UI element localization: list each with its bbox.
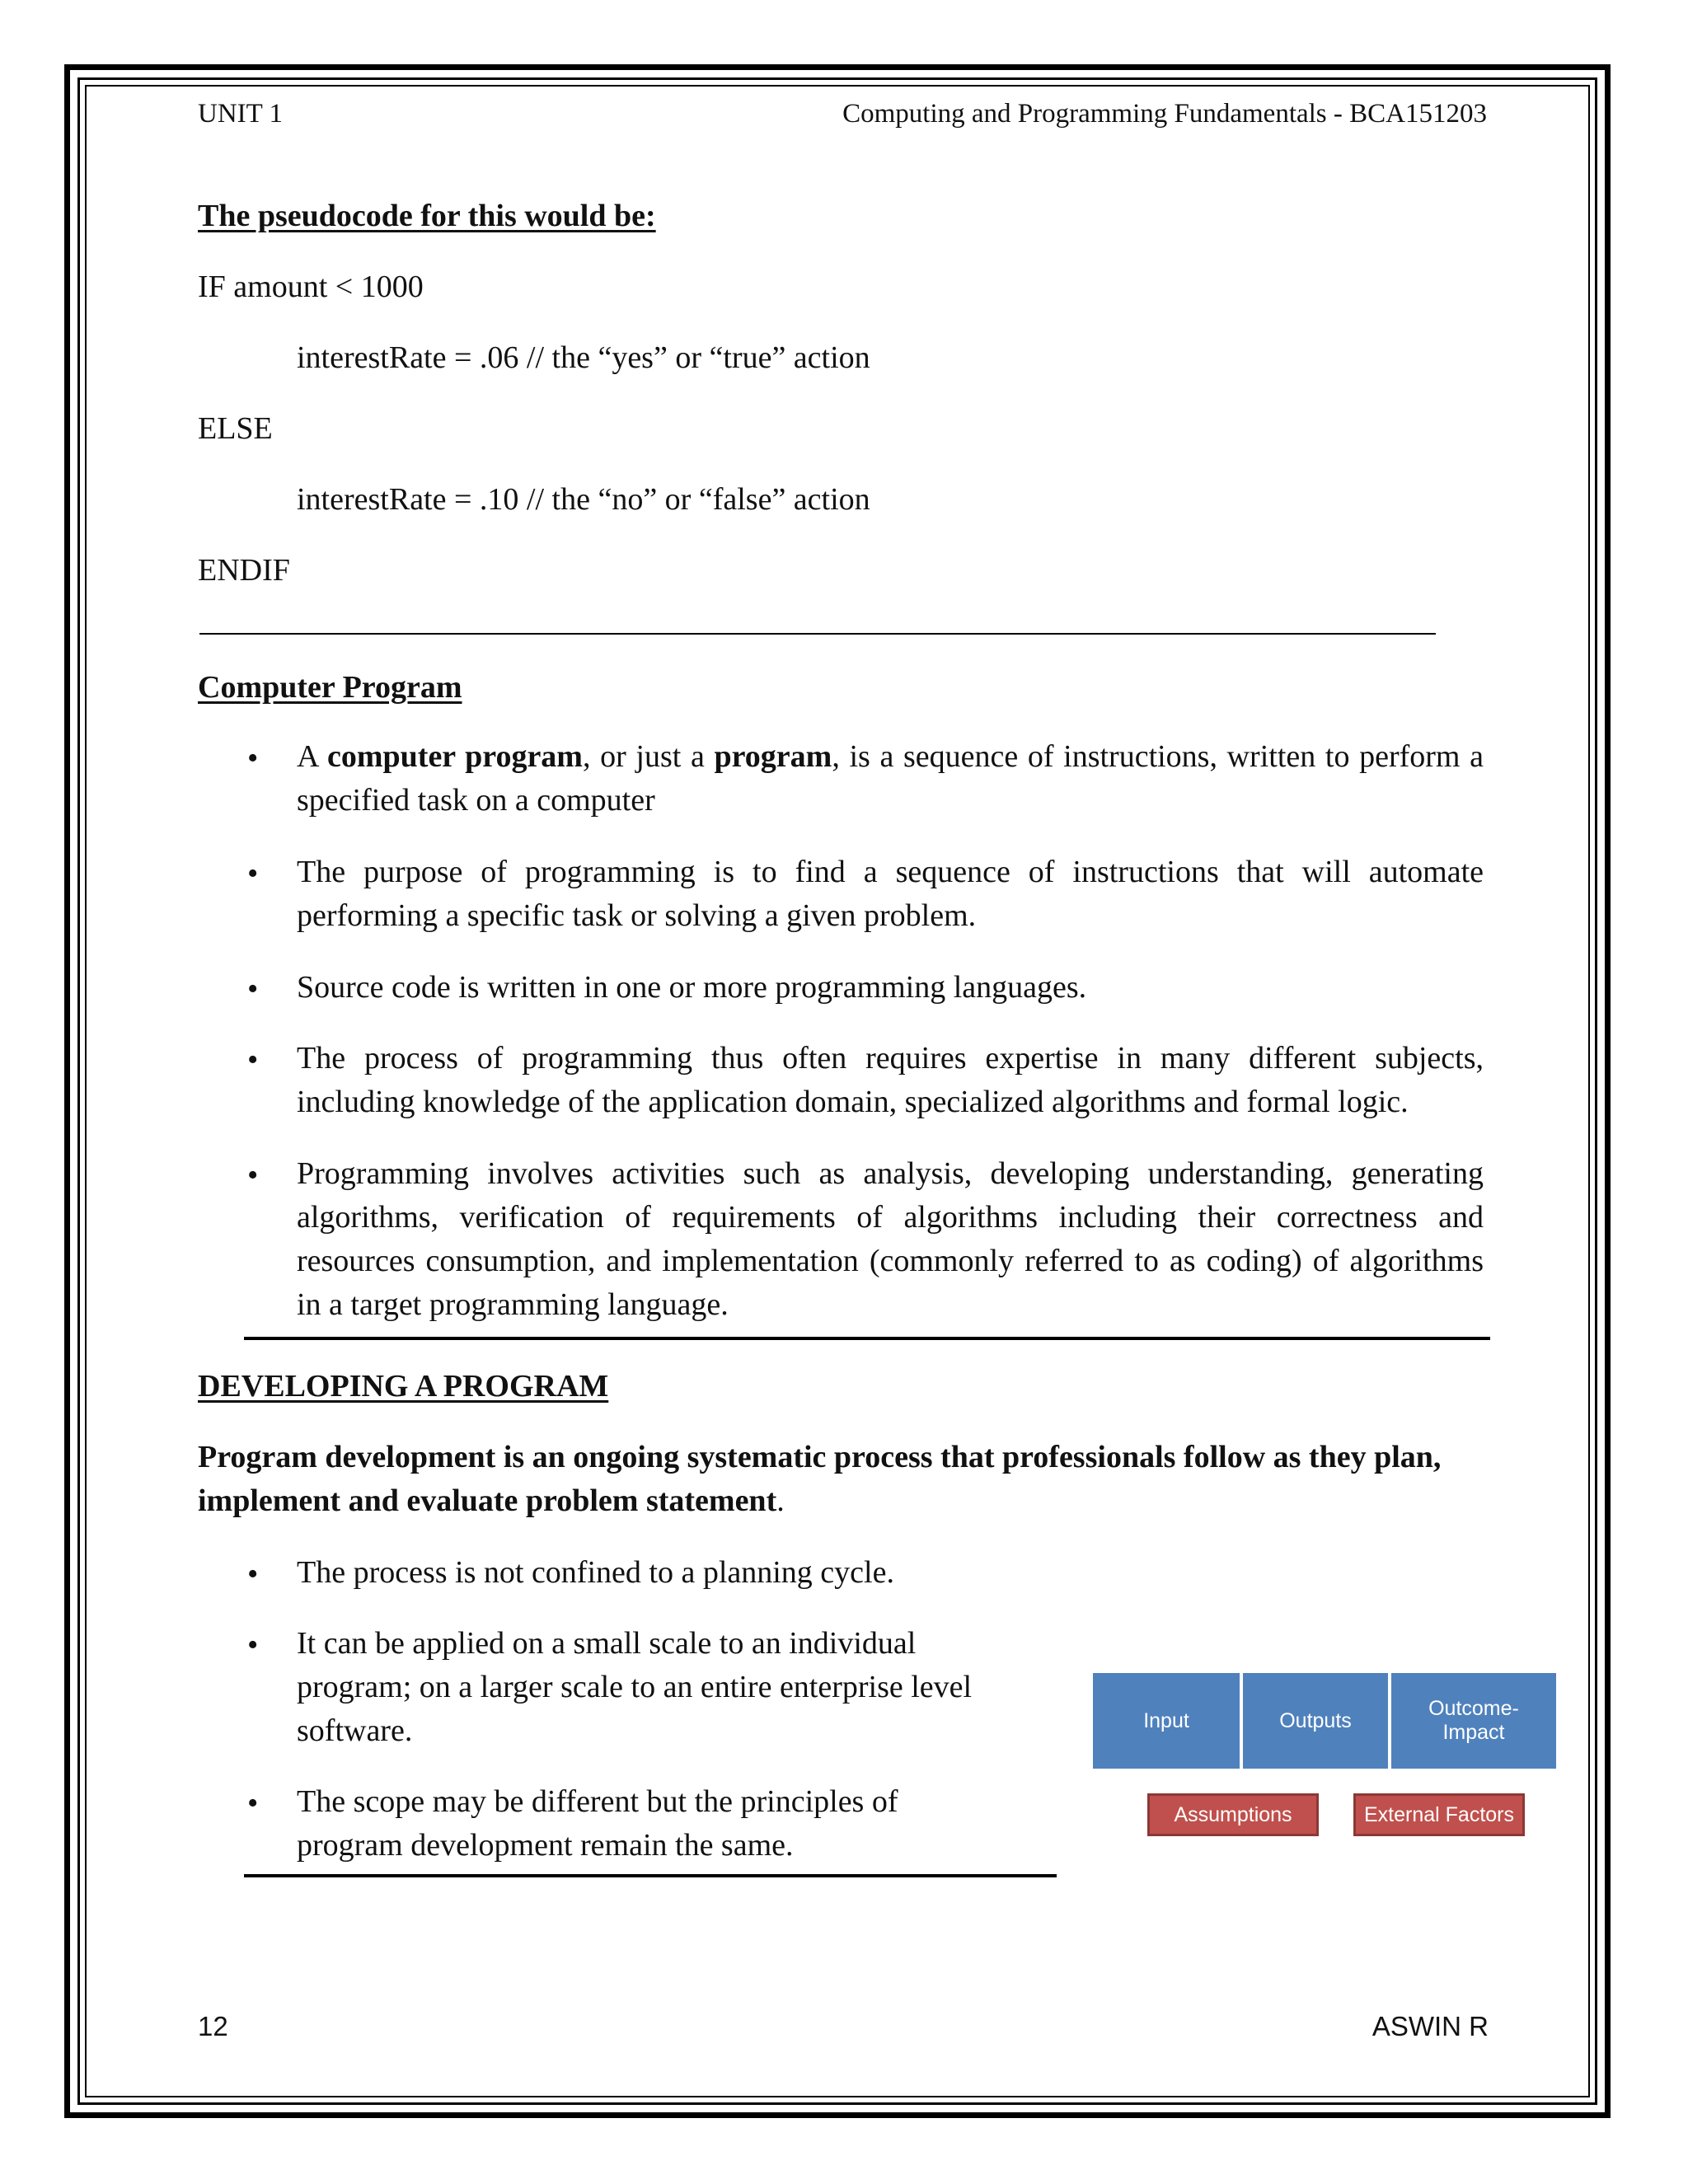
bullet-marker: • [247, 1158, 259, 1193]
bullet-marker: • [247, 1043, 259, 1077]
bullet-text: It can be applied on a small scale to an individual program; on a larger scale to an entire enterprise level software. [297, 1626, 973, 1748]
diagram-box-outcome-impact: Outcome- Impact [1391, 1673, 1556, 1769]
pseudocode-line: IF amount < 1000 [198, 269, 424, 304]
diagram-factor-assumptions: Assumptions [1147, 1793, 1319, 1836]
pseudocode-heading: The pseudocode for this would be: [198, 199, 656, 233]
pseudocode-line: ENDIF [198, 553, 290, 588]
diagram-box-outputs: Outputs [1243, 1673, 1388, 1769]
bullet-text: Programming involves activities such as analysis, developing understanding, generating algorithms, verification of requirements of algorithms including their correctness and resources consumption, and implementation (commonly referred to as coding) of algorithms in a target programming language. [297, 1156, 1484, 1322]
pseudocode-line: ELSE [198, 411, 273, 446]
bullet-marker: • [247, 1628, 259, 1662]
bullet-marker: • [247, 972, 259, 1006]
bullet-text: The process of programming thus often requires expertise in many different subjects, including knowledge of the application domain, specialized algorithms and formal logic. [297, 1041, 1484, 1119]
section-divider [244, 1337, 1490, 1340]
computer-program-heading: Computer Program [198, 670, 462, 705]
header-course-title: Computing and Programming Fundamentals - BCA151203 [842, 99, 1487, 129]
header-unit: UNIT 1 [198, 99, 283, 129]
section-divider [199, 633, 1436, 635]
pseudocode-line: interestRate = .10 // the “no” or “false” action [297, 482, 870, 517]
developing-heading: DEVELOPING A PROGRAM [198, 1369, 609, 1404]
bullet-text: Source code is written in one or more programming languages. [297, 970, 1087, 1005]
section-divider [244, 1874, 1057, 1877]
bullet-text: The purpose of programming is to find a sequence of instructions that will automate performing a specific task or solving a given problem. [297, 855, 1484, 933]
developing-intro: Program development is an ongoing systematic process that professionals follow as they plan, implement and evaluate problem statement. [198, 1440, 1442, 1518]
diagram-factor-external: External Factors [1353, 1793, 1525, 1836]
bullet-marker: • [247, 856, 259, 891]
pseudocode-line: interestRate = .06 // the “yes” or “true” action [297, 340, 870, 375]
bullet-text: A computer program, or just a program, is a sequence of instructions, written to perform a specified task on a computer [297, 739, 1484, 818]
bullet-text: The process is not confined to a planning cycle. [297, 1555, 894, 1590]
diagram-box-input: Input [1093, 1673, 1240, 1769]
bullet-text: The scope may be different but the principles of program development remain the same. [297, 1784, 898, 1863]
bullet-marker: • [247, 1557, 259, 1591]
page-number: 12 [198, 2011, 228, 2041]
bullet-marker: • [247, 1786, 259, 1821]
bullet-marker: • [247, 741, 259, 776]
footer-author: ASWIN R [1372, 2011, 1489, 2041]
